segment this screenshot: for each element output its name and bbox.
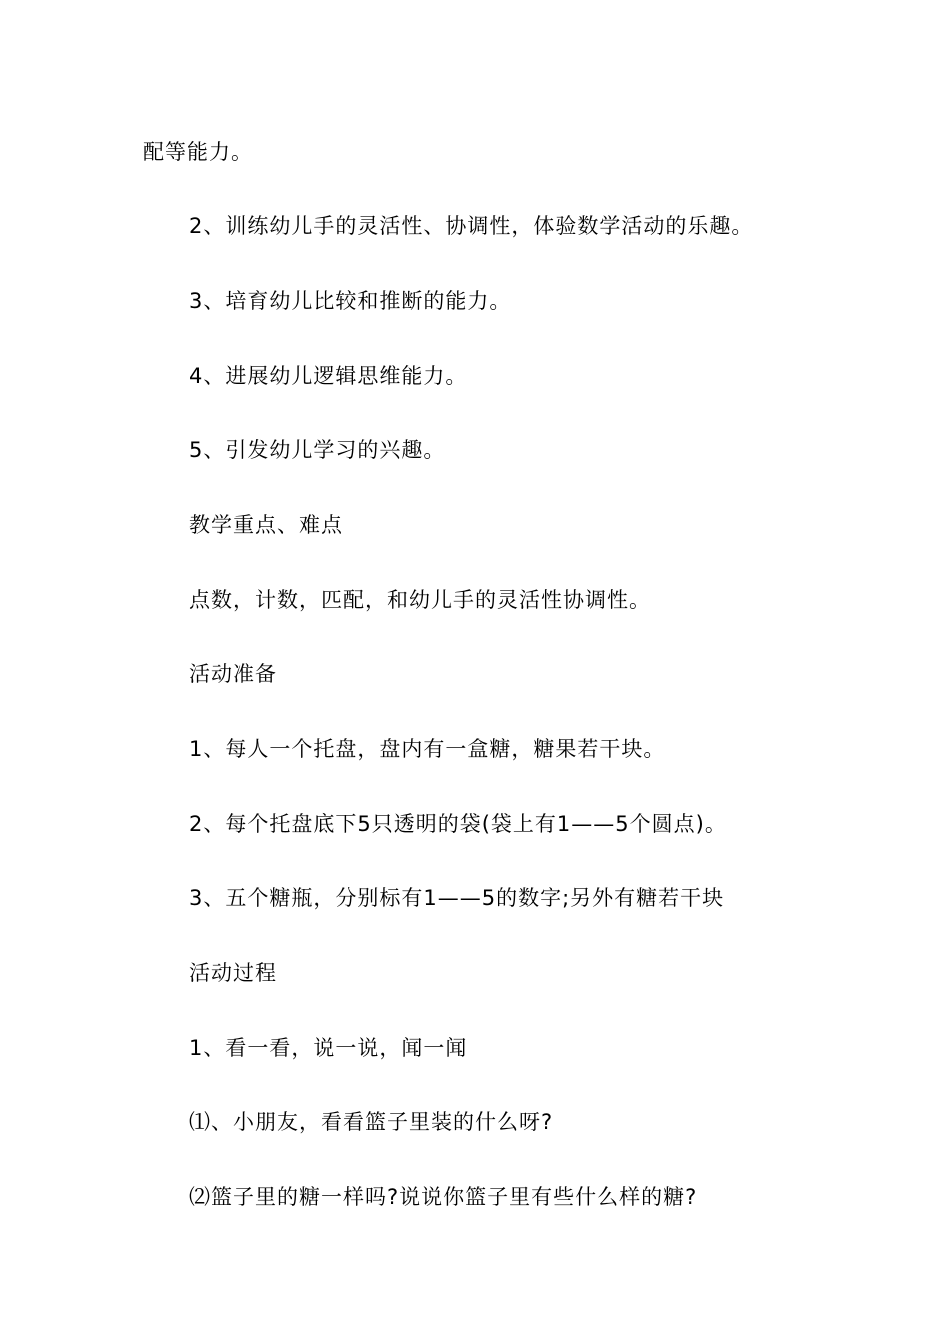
text-line-2: 2、训练幼儿手的灵活性、协调性，体验数学活动的乐趣。 [189, 214, 754, 238]
section-heading-preparation: 活动准备 [189, 662, 277, 686]
text-line-4: 4、进展幼儿逻辑思维能力。 [189, 364, 468, 388]
text-line-5: 5、引发幼儿学习的兴趣。 [189, 438, 446, 462]
text-line-11: 3、五个糖瓶，分别标有1——5的数字;另外有糖若干块 [189, 886, 725, 910]
section-heading-key-points: 教学重点、难点 [189, 513, 343, 537]
text-line-10: 2、每个托盘底下5只透明的袋(袋上有1——5个圆点)。 [189, 812, 727, 836]
text-line-13: 1、看一看，说一说，闻一闻 [189, 1036, 468, 1060]
text-line-7: 点数，计数，匹配，和幼儿手的灵活性协调性。 [189, 588, 651, 612]
text-line-1: 配等能力。 [143, 140, 253, 164]
text-line-15: ⑵篮子里的糖一样吗?说说你篮子里有些什么样的糖? [189, 1185, 698, 1209]
text-line-3: 3、培育幼儿比较和推断的能力。 [189, 289, 512, 313]
text-line-9: 1、每人一个托盘，盘内有一盒糖，糖果若干块。 [189, 737, 666, 761]
section-heading-process: 活动过程 [189, 961, 277, 985]
text-line-14: ⑴、小朋友，看看篮子里装的什么呀? [189, 1110, 554, 1134]
